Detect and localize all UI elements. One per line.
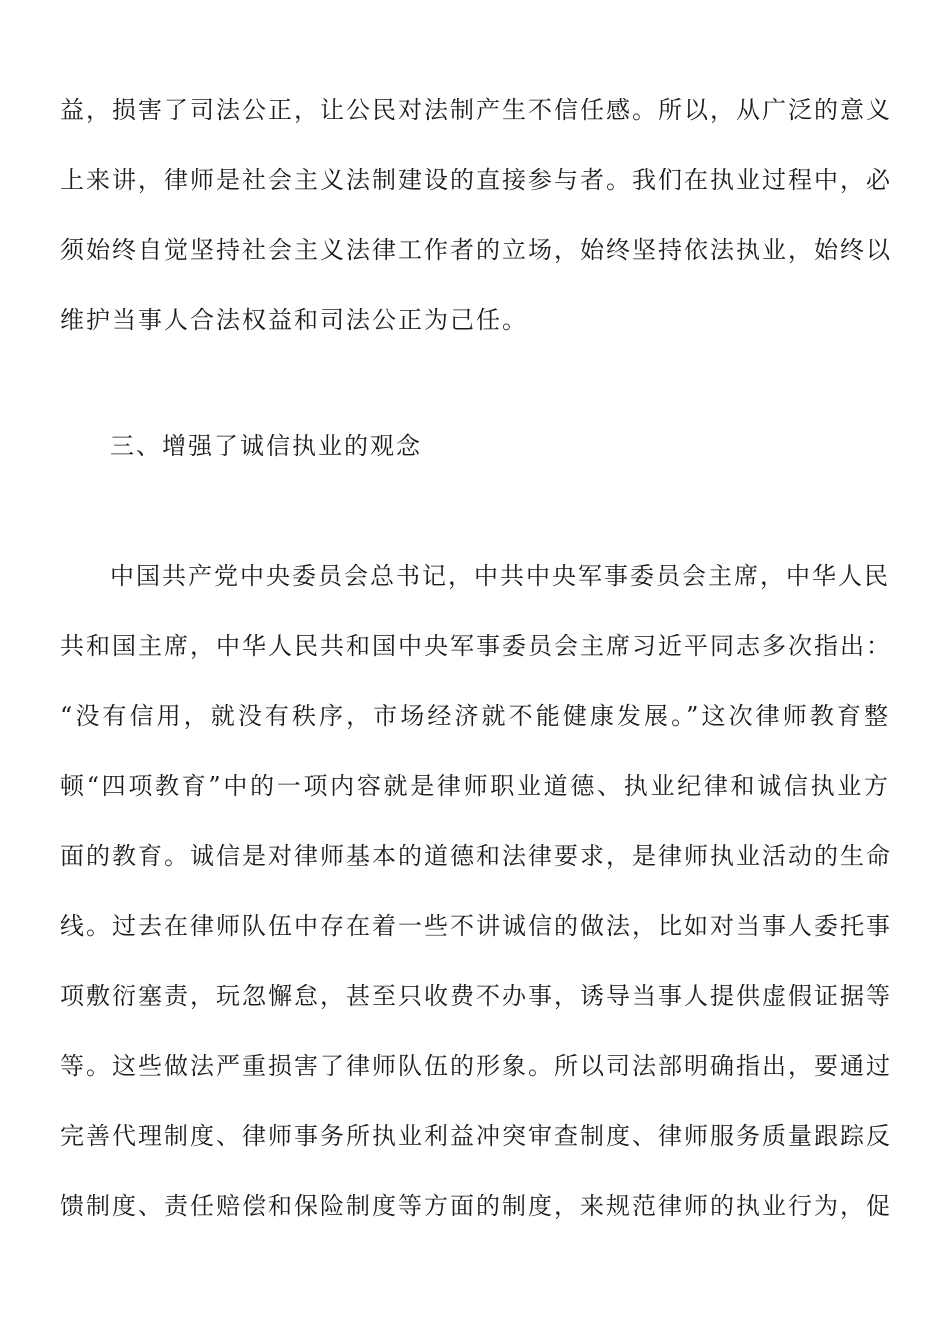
paragraph-line: 益，损害了司法公正，让公民对法制产生不信任感。所以，从广泛的意义 xyxy=(60,96,892,124)
paragraph-line: 馈制度、责任赔偿和保险制度等方面的制度，来规范律师的执业行为，促 xyxy=(60,1192,892,1220)
paragraph-line: 维护当事人合法权益和司法公正为己任。 xyxy=(60,306,528,334)
paragraph-line: 等。这些做法严重损害了律师队伍的形象。所以司法部明确指出，要通过 xyxy=(60,1052,892,1080)
paragraph-line: “没有信用，就没有秩序，市场经济就不能健康发展。”这次律师教育整 xyxy=(60,702,890,730)
paragraph-line: 线。过去在律师队伍中存在着一些不讲诚信的做法，比如对当事人委托事 xyxy=(60,912,892,940)
paragraph-line: 顿“四项教育”中的一项内容就是律师职业道德、执业纪律和诚信执业方 xyxy=(60,772,890,800)
paragraph-line: 面的教育。诚信是对律师基本的道德和法律要求，是律师执业活动的生命 xyxy=(60,842,892,870)
paragraph-line: 完善代理制度、律师事务所执业利益冲突审查制度、律师服务质量跟踪反 xyxy=(60,1122,892,1150)
paragraph-line: 须始终自觉坚持社会主义法律工作者的立场，始终坚持依法执业，始终以 xyxy=(60,236,892,264)
paragraph-line: 共和国主席，中华人民共和国中央军事委员会主席习近平同志多次指出： xyxy=(60,632,892,660)
paragraph-line: 中国共产党中央委员会总书记，中共中央军事委员会主席，中华人民 xyxy=(110,562,890,590)
section-heading: 三、增强了诚信执业的观念 xyxy=(110,432,422,460)
paragraph-line: 上来讲，律师是社会主义法制建设的直接参与者。我们在执业过程中，必 xyxy=(60,166,892,194)
paragraph-line: 项敷衍塞责，玩忽懈怠，甚至只收费不办事，诱导当事人提供虚假证据等 xyxy=(60,982,892,1010)
